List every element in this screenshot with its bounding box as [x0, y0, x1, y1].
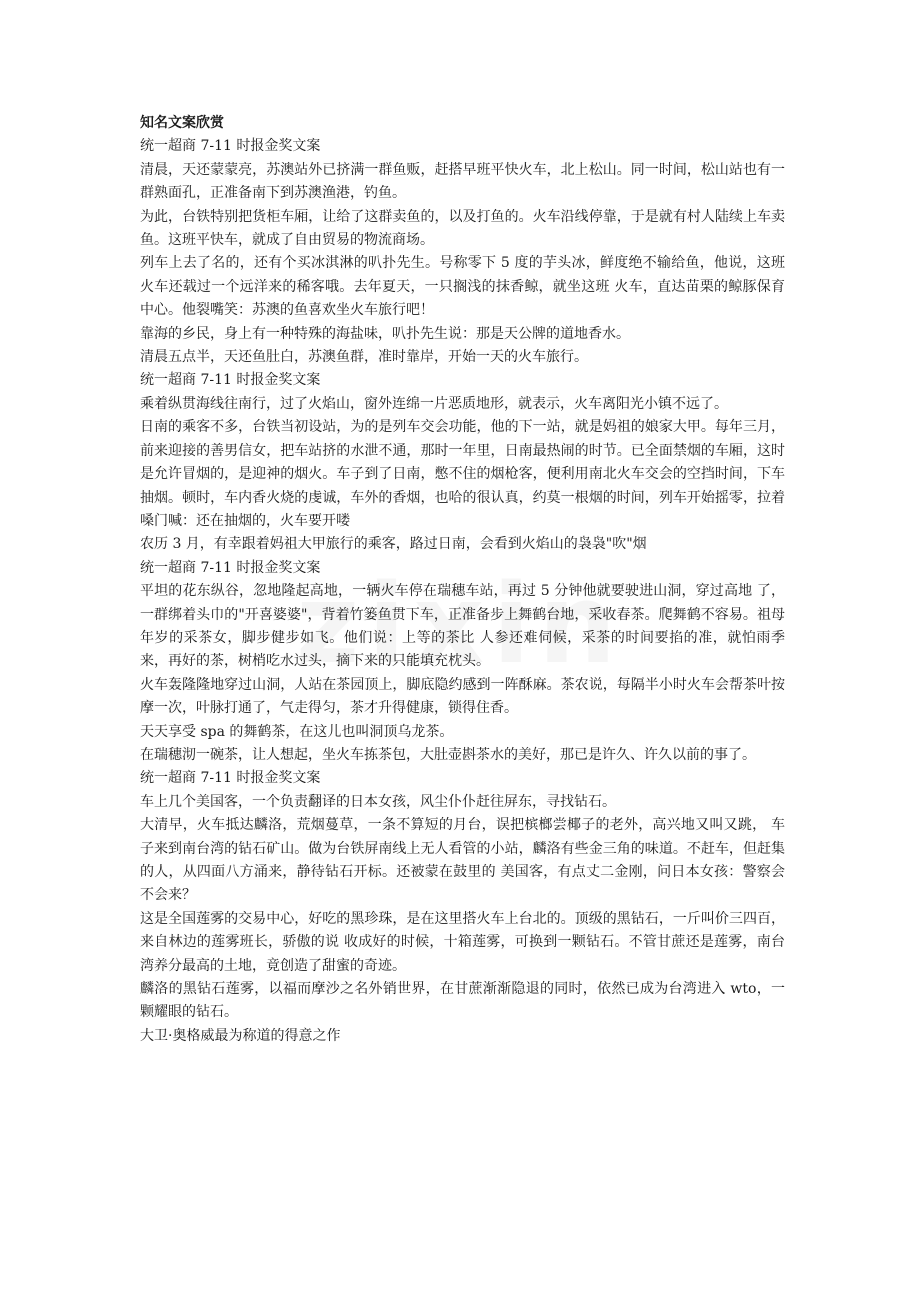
paragraph: 车上几个美国客，一个负责翻译的日本女孩，风尘仆仆赶往屏东，寻找钻石。 — [140, 793, 616, 810]
paragraph: 统一超商 7-11 时报金奖文案 — [140, 559, 321, 576]
document-title: 知名文案欣赏 — [140, 115, 224, 131]
paragraph: 日南的乘客不多，台铁当初设站，为的是列车交会功能，他的下一站，就是妈祖的娘家大甲。每年三月，前来迎接的善男信女，把车站挤的水泄不通，那时一年里，日南最热闹的时节。已全面禁烟的车厢，这时是允许冒烟的，是迎神的烟火。车子到了日南，憋不住的烟枪客，便利用南北火车交会的空挡时间，下车抽烟。顿时，车内香火烧的虔诚，车外的香烟，也哈的很认真，约莫一根烟的时间，列车开始摇零，拉着嗓门喊：还在抽烟的，火车要开喽 — [140, 419, 785, 529]
paragraph: 统一超商 7-11 时报金奖文案 — [140, 770, 321, 787]
paragraph: 列车上去了名的，还有个买冰淇淋的叭扑先生。号称零下 5 度的芋头冰，鲜度绝不输给鱼，他说，这班火车还载过一个远洋来的稀客哦。去年夏天，一只搁浅的抹香鲸，就坐这班 火车，直达苗栗的鲸豚保育中心。他裂嘴笑：苏澳的鱼喜欢坐火车旅行吧！ — [140, 255, 785, 319]
paragraph: 大卫·奥格威最为称道的得意之作 — [140, 1027, 341, 1044]
document-body — [140, 112, 785, 1048]
paragraph: 在瑞穗沏一碗茶，让人想起，坐火车拣茶包，大肚壶斟茶水的美好，那已是许久、许久以前的事了。 — [140, 746, 756, 763]
paragraph: 农历 3 月，有幸跟着妈祖大甲旅行的乘客，路过日南，会看到火焰山的袅袅"吹"烟 — [140, 536, 647, 553]
paragraph: 靠海的乡民，身上有一种特殊的海盐味，叭扑先生说：那是天公牌的道地香水。 — [140, 325, 630, 342]
paragraph: 统一超商 7-11 时报金奖文案 — [140, 138, 321, 155]
paragraph: 清晨五点半，天还鱼肚白，苏澳鱼群，准时靠岸，开始一天的火车旅行。 — [140, 349, 588, 366]
paragraph: 天天享受 spa 的舞鹤茶，在这儿也叫洞顶乌龙茶。 — [140, 723, 454, 740]
paragraph: 这是全国莲雾的交易中心，好吃的黑珍珠，是在这里搭火车上台北的。顶级的黑钻石，一斤叫价三四百，来自林边的莲雾班长，骄傲的说 收成好的时候，十箱莲雾，可换到一颗钻石。不管甘蔗还是莲雾，南台湾养分最高的土地，竟创造了甜蜜的奇迹。 — [140, 910, 785, 974]
paragraph: 清晨，天还蒙蒙亮，苏澳站外已挤满一群鱼贩，赶搭早班平快火车，北上松山。同一时间，松山站也有一群熟面孔，正准备南下到苏澳渔港，钓鱼。 — [140, 161, 785, 202]
paragraph: 统一超商 7-11 时报金奖文案 — [140, 372, 321, 389]
paragraph: 平坦的花东纵谷，忽地隆起高地，一辆火车停在瑞穗车站，再过 5 分钟他就要驶进山洞，穿过高地 了，一群绑着头巾的"开喜婆婆"，背着竹篓鱼贯下车，正准备步上舞鹤台地，采收春茶。爬舞鹤不容易。祖母年岁的采茶女，脚步健步如飞。他们说：上等的茶比 人参还难伺候，采茶的时间要掐的准，就怕雨季来，再好的茶，树梢吃水过头，摘下来的只能填充枕头。 — [140, 583, 785, 670]
paragraph: 大清早，火车抵达麟洛，荒烟蔓草，一条不算短的月台，误把槟榔尝椰子的老外，高兴地又叫又跳， 车子来到南台湾的钻石矿山。做为台铁屏南线上无人看管的小站，麟洛有些金三角的味道。不赶车，但赶集的人，从四面八方涌来，静待钻石开标。还被蒙在鼓里的 美国客，有点丈二金刚，问日本女孩：警察会不会来？ — [140, 817, 785, 904]
paragraph: 乘着纵贯海线往南行，过了火焰山，窗外连绵一片恶质地形，就表示，火车离阳光小镇不远了。 — [140, 395, 728, 412]
paragraph: 为此，台铁特别把货柜车厢，让给了这群卖鱼的，以及打鱼的。火车沿线停靠，于是就有村人陆续上车卖鱼。这班平快车，就成了自由贸易的物流商场。 — [140, 208, 785, 249]
paragraph: 麟洛的黑钻石莲雾，以福而摩沙之名外销世界，在甘蔗渐渐隐退的同时，依然已成为台湾进入 wto，一颗耀眼的钻石。 — [140, 981, 785, 1021]
paragraph: 火车轰隆隆地穿过山洞，人站在茶园顶上，脚底隐约感到一阵酥麻。茶农说，每隔半小时火车会帮茶叶按摩一次，叶脉打通了，气走得匀，茶才升得健康，锁得住香。 — [140, 676, 785, 717]
